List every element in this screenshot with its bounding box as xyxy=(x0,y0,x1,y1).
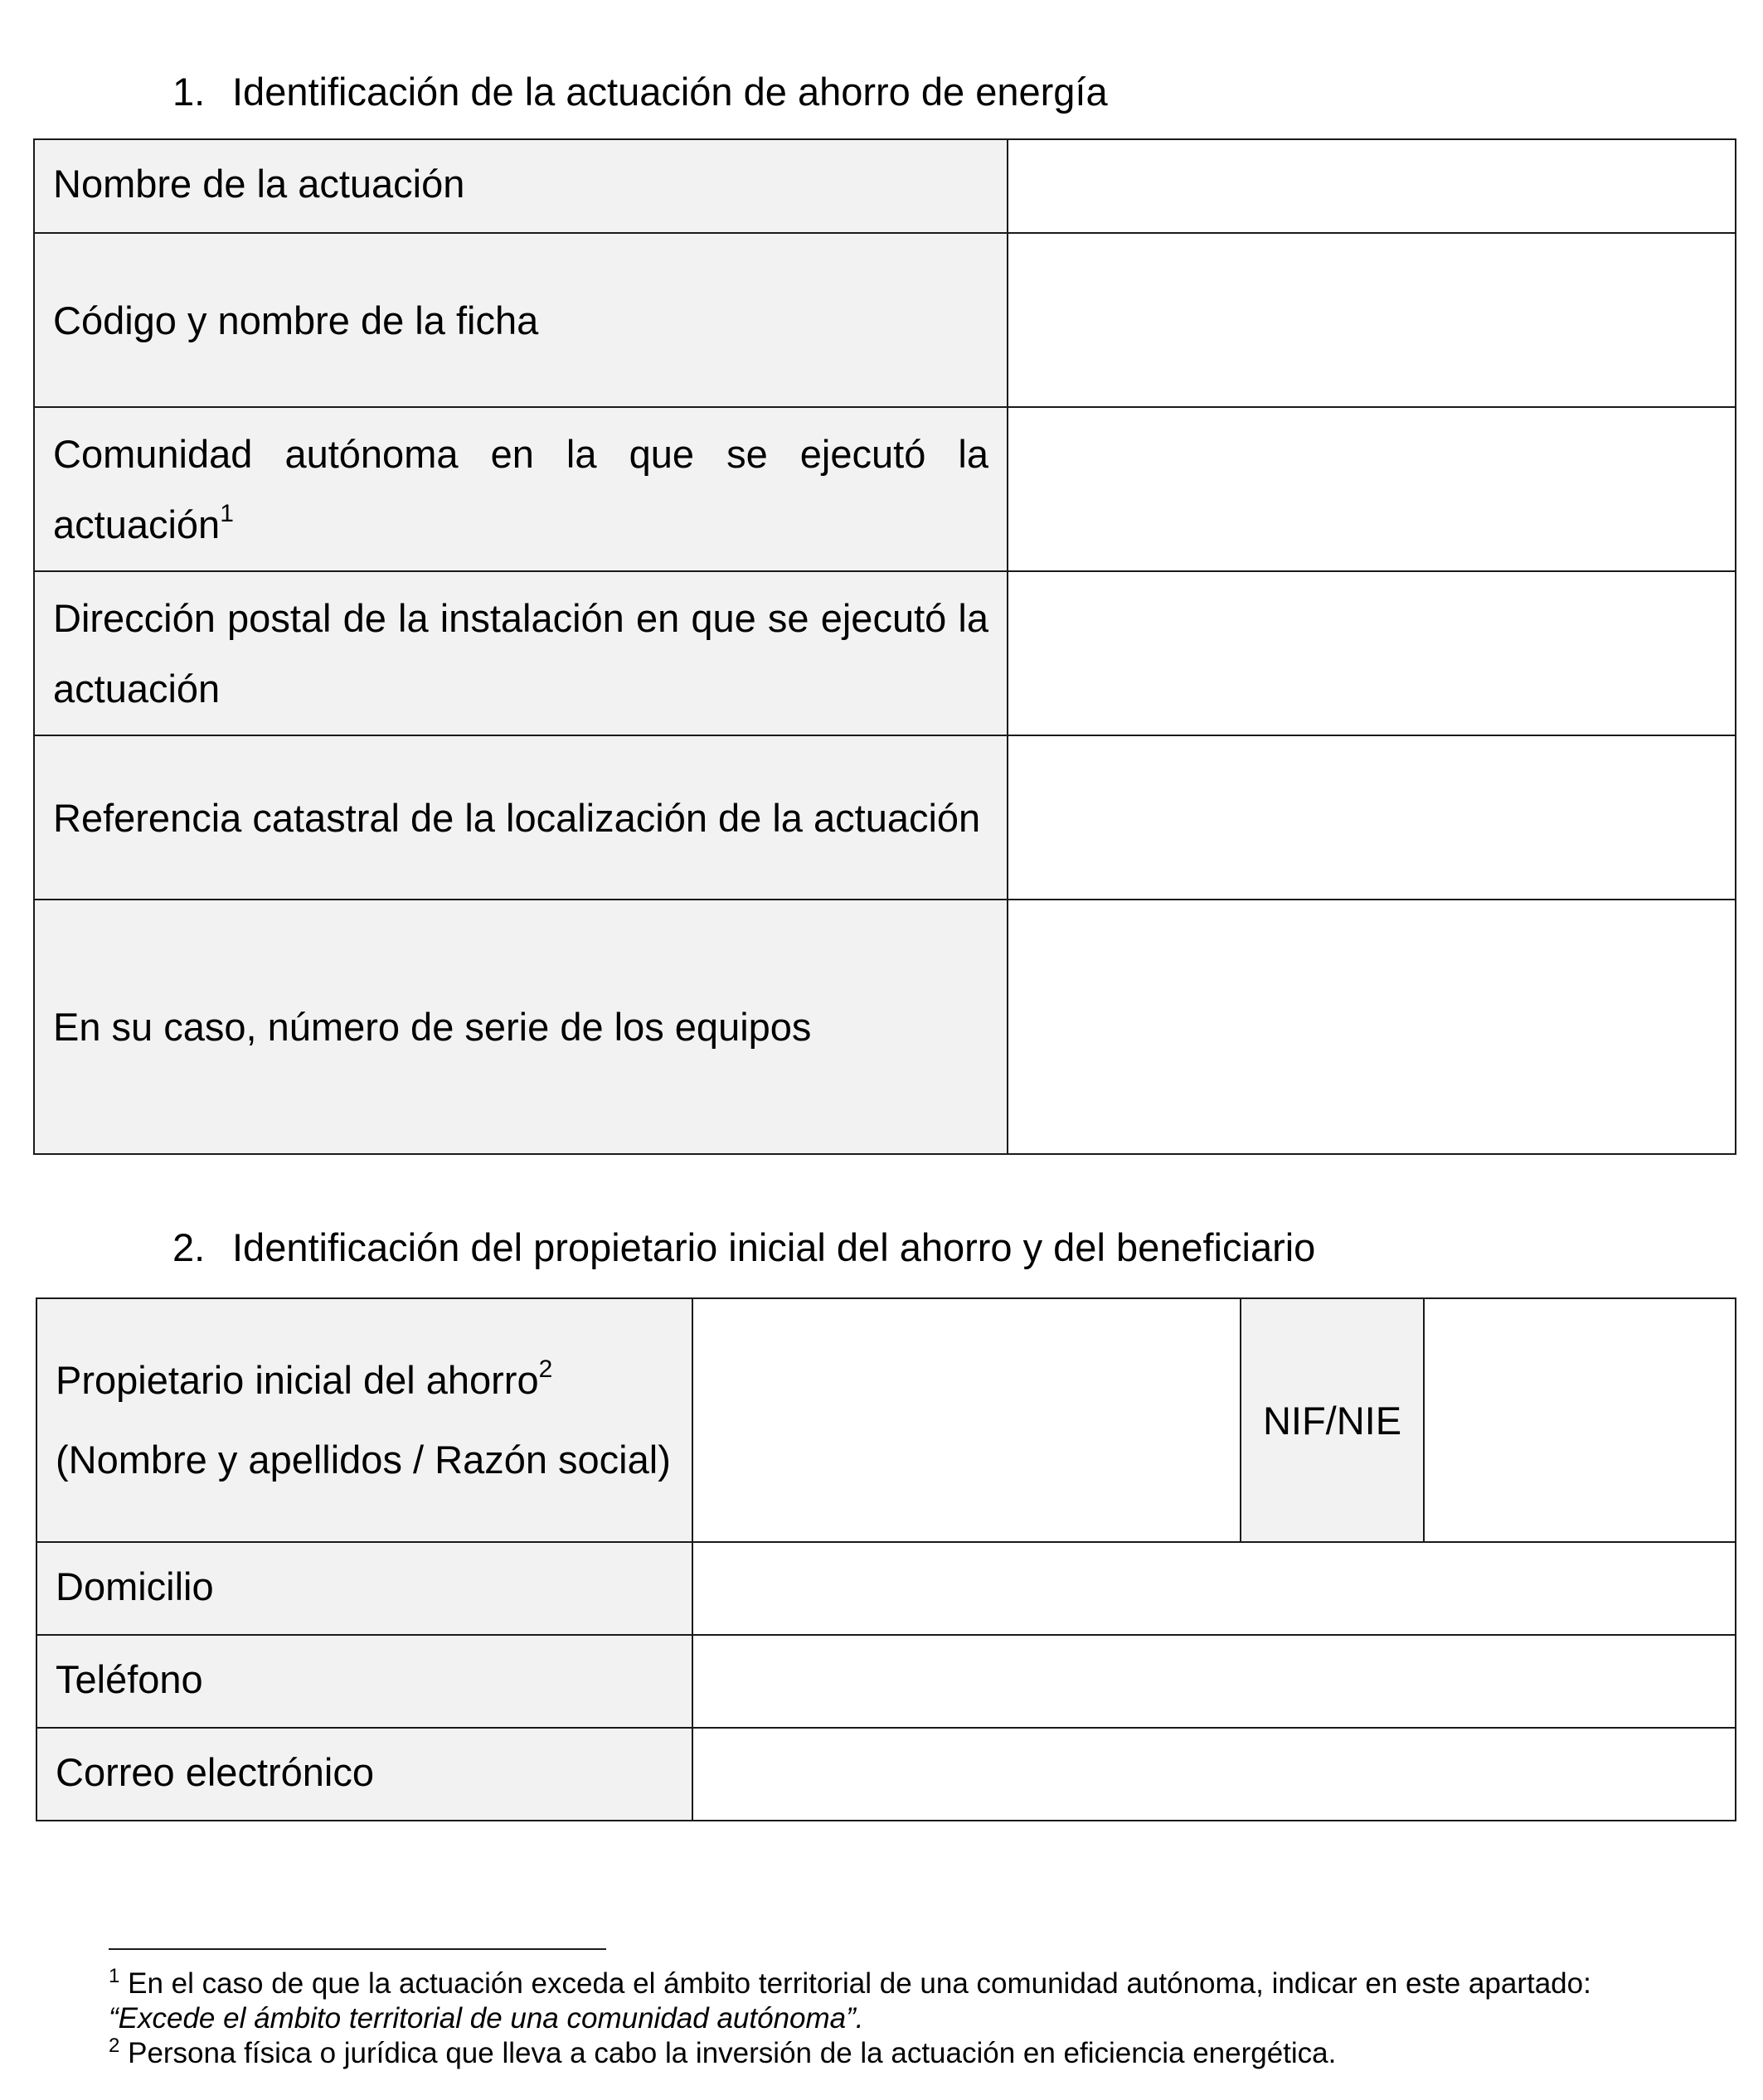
field-input-nombre-actuacion[interactable] xyxy=(1008,139,1736,233)
table-row xyxy=(34,233,1736,407)
section-1-title: Identificación de la actuación de ahorro de energía xyxy=(232,70,1108,114)
field-input-referencia-catastral[interactable] xyxy=(1008,735,1736,900)
field-label-comunidad-autonoma: Comunidad autónoma en la que se ejecutó la actuación$^1$ xyxy=(34,407,1008,571)
table-row xyxy=(34,735,1736,900)
field-label-numero-serie: En su caso, número de serie de los equipos xyxy=(34,900,1008,1154)
field-input-codigo-ficha[interactable] xyxy=(1008,233,1736,407)
footnotes xyxy=(109,1967,1684,2071)
footnote-1: $^1$ En el caso de que la actuación exceda el ámbito territorial de una comunidad autónoma, indicar en este apartado: “Excede el ámbito territorial de una comunidad autónoma”. xyxy=(109,1965,1591,2035)
field-label-nif-nie: NIF/NIE xyxy=(1241,1298,1424,1542)
field-label-direccion-postal: Dirección postal de la instalación en que se ejecutó la actuación xyxy=(34,571,1008,735)
field-label-domicilio: Domicilio xyxy=(36,1542,692,1635)
field-input-telefono[interactable] xyxy=(692,1635,1736,1728)
field-label-nombre-actuacion: Nombre de la actuación xyxy=(34,139,1008,233)
actuation-table xyxy=(33,138,1736,1155)
field-input-correo[interactable] xyxy=(692,1728,1736,1821)
field-input-numero-serie[interactable] xyxy=(1008,900,1736,1154)
section-2-heading xyxy=(172,1223,1315,1273)
field-label-referencia-catastral: Referencia catastral de la localización de la actuación xyxy=(34,735,1008,900)
table-row xyxy=(36,1542,1736,1635)
footnote-2: $^2$ Persona física o jurídica que lleva a cabo la inversión de la actuación en eficiencia energética. xyxy=(109,2035,1337,2069)
table-row xyxy=(34,139,1736,233)
field-label-propietario: Propietario inicial del ahorro$^2$ (Nombre y apellidos / Razón social) xyxy=(36,1298,692,1542)
field-input-propietario[interactable] xyxy=(692,1298,1241,1542)
section-1-number: 1. xyxy=(172,70,206,114)
field-label-telefono: Teléfono xyxy=(36,1635,692,1728)
table-row xyxy=(34,900,1736,1154)
field-input-comunidad-autonoma[interactable] xyxy=(1008,407,1736,571)
table-row xyxy=(34,407,1736,571)
section-2-title: Identificación del propietario inicial del ahorro y del beneficiario xyxy=(232,1225,1316,1269)
field-input-nif-nie[interactable] xyxy=(1424,1298,1736,1542)
field-label-codigo-ficha: Código y nombre de la ficha xyxy=(34,233,1008,407)
section-2-number: 2. xyxy=(172,1225,206,1269)
field-input-domicilio[interactable] xyxy=(692,1542,1736,1635)
field-input-direccion-postal[interactable] xyxy=(1008,571,1736,735)
table-row xyxy=(36,1635,1736,1728)
section-1-heading xyxy=(172,67,1108,117)
owner-table xyxy=(36,1297,1736,1821)
table-row xyxy=(36,1728,1736,1821)
footnote-ref-2: 2 xyxy=(538,1356,553,1383)
table-row xyxy=(34,571,1736,735)
field-label-correo: Correo electrónico xyxy=(36,1728,692,1821)
footnote-separator xyxy=(109,1948,606,1950)
footnote-ref-1: 1 xyxy=(220,500,234,527)
table-row xyxy=(36,1298,1736,1542)
